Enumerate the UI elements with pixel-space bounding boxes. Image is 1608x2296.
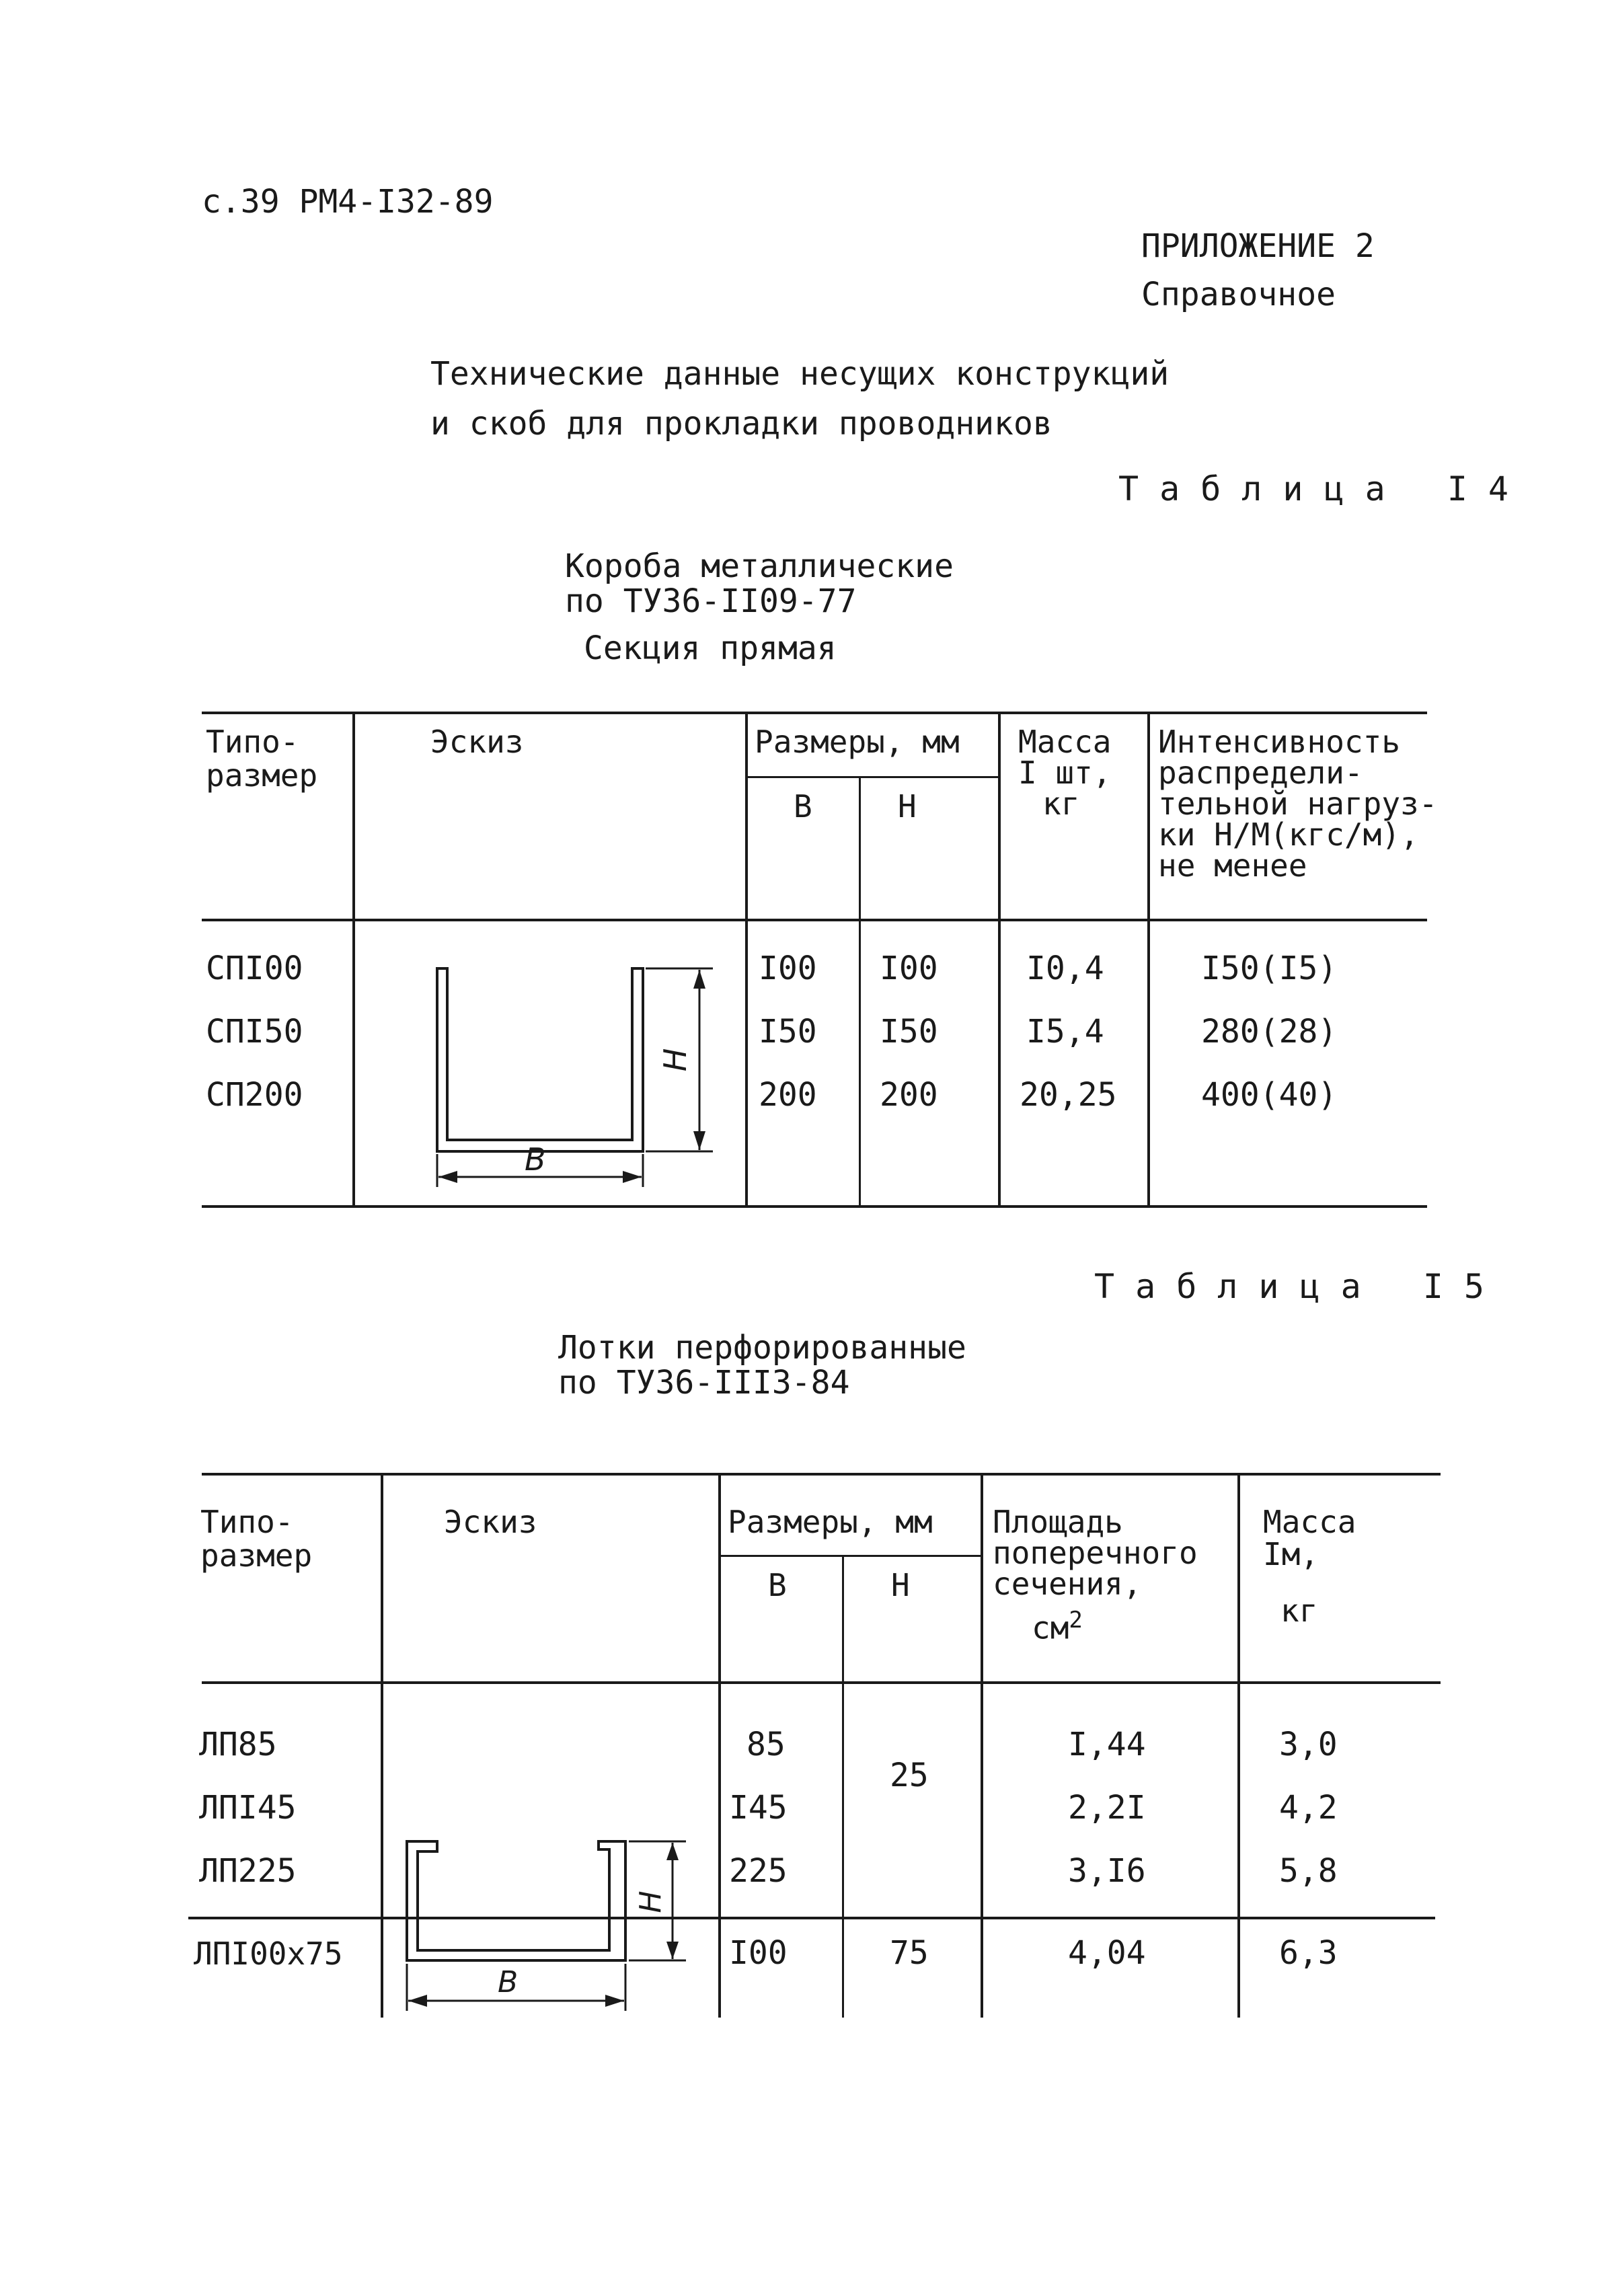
table14-header-rule xyxy=(202,919,1427,921)
table15-caption-line1: Лотки перфорированные xyxy=(558,1329,966,1367)
table15-header-b: В xyxy=(768,1567,787,1603)
table15-cell-h: 75 xyxy=(890,1934,929,1972)
table14-caption-line3: Секция прямая xyxy=(584,629,837,667)
h-dimension-label: H xyxy=(657,1048,693,1072)
table14-cell-b: I50 xyxy=(759,1013,817,1050)
table14-header-b: В xyxy=(794,788,812,825)
table14-cell-load: 400(40) xyxy=(1201,1076,1338,1114)
table15-cell-b: 225 xyxy=(729,1852,788,1890)
table14-header-load-line4: ки Н/М(кгс/м), xyxy=(1158,816,1419,853)
table14-cell-type: СПI00 xyxy=(206,950,303,987)
table15-header-type-line2: размер xyxy=(200,1537,313,1574)
table14-caption-line1: Короба металлические xyxy=(565,547,954,585)
table15-col-divider xyxy=(381,1473,383,2018)
arrowhead-icon xyxy=(666,1843,679,1860)
table14-header-mass-line3: кг xyxy=(1042,786,1080,822)
table15-header-sketch: Эскиз xyxy=(444,1504,537,1540)
arrowhead-icon xyxy=(693,1131,705,1150)
table15-cell-area: 3,I6 xyxy=(1068,1852,1146,1890)
table15-cell-mass: 6,3 xyxy=(1279,1934,1338,1972)
table15-header-type-line1: Типо- xyxy=(200,1504,294,1540)
arrowhead-icon xyxy=(605,1995,624,2007)
table14-header-h: Н xyxy=(898,788,917,825)
table14-col-divider xyxy=(745,712,748,1207)
table14-cell-load: I50(I5) xyxy=(1201,950,1338,987)
table15-col-divider xyxy=(1237,1473,1240,2018)
arrowhead-icon xyxy=(438,1171,457,1183)
table14-header-mass-line2: I шт, xyxy=(1018,755,1112,791)
table14-cell-b: 200 xyxy=(759,1076,817,1114)
table14-col-divider xyxy=(998,712,1001,1207)
table14-top-rule xyxy=(202,712,1427,714)
arrowhead-icon xyxy=(693,970,705,989)
table15-cell-mass: 3,0 xyxy=(1279,1726,1338,1763)
tray-profile-outline xyxy=(407,1841,625,1960)
table14-col-divider xyxy=(859,777,861,1207)
document-title-line2: и скоб для прокладки проводников xyxy=(430,405,1052,443)
table15-cell-b: 85 xyxy=(746,1726,786,1763)
b-dimension-label: B xyxy=(525,1141,546,1178)
table15-cell-type: ЛПI00х75 xyxy=(194,1936,343,1972)
table14-cell-h: I00 xyxy=(880,950,938,987)
table15-cell-type: ЛП85 xyxy=(199,1726,277,1763)
table15-header-area-line3: сечения, xyxy=(993,1566,1142,1602)
table14-col-divider xyxy=(1147,712,1150,1207)
table15-header-area-line1: Площадь xyxy=(993,1504,1123,1540)
table14-cell-mass: I5,4 xyxy=(1026,1013,1104,1050)
box-profile-outline xyxy=(437,968,643,1151)
table15-cell-h-group: 25 xyxy=(890,1757,929,1794)
table15-dims-subrule xyxy=(721,1555,983,1557)
table14-header-load-line3: тельной нагруз- xyxy=(1158,786,1438,822)
table14-header-dims: Размеры, мм xyxy=(755,724,960,760)
table14-cell-type: СПI50 xyxy=(206,1013,303,1050)
table14-header-load-line1: Интенсивность xyxy=(1158,724,1401,760)
table14-cell-h: 200 xyxy=(880,1076,938,1114)
tray-section-sketch xyxy=(397,1829,713,2024)
table14-cell-b: I00 xyxy=(759,950,817,987)
page-reference: с.39 РМ4-I32-89 xyxy=(202,183,494,221)
document-title-line1: Технические данные несущих конструкций xyxy=(430,355,1170,393)
table15-cell-area: 2,2I xyxy=(1068,1789,1146,1827)
table14-header-mass-line1: Масса xyxy=(1018,724,1112,760)
table14-cell-type: СП200 xyxy=(206,1076,303,1114)
table15-header-area-unit: $см^2$ xyxy=(1032,1607,1083,1646)
table14-cell-load: 280(28) xyxy=(1201,1013,1338,1050)
arrowhead-icon xyxy=(623,1171,642,1183)
appendix-type: Справочное xyxy=(1141,276,1336,313)
table14-bottom-rule xyxy=(202,1205,1427,1208)
table14-cell-mass: 20,25 xyxy=(1020,1076,1117,1114)
table15-header-dims: Размеры, мм xyxy=(728,1504,933,1540)
table15-group-rule xyxy=(188,1917,1435,1919)
table14-label: Таблица I4 xyxy=(1118,469,1530,508)
table15-cell-b: I00 xyxy=(729,1934,788,1972)
arrowhead-icon xyxy=(666,1942,679,1959)
table15-label: Таблица I5 xyxy=(1094,1267,1506,1306)
table14-cell-h: I50 xyxy=(880,1013,938,1050)
b-dimension-label: B xyxy=(498,1965,519,1999)
table15-cell-type: ЛП225 xyxy=(199,1852,297,1890)
table15-header-mass-line3: кг xyxy=(1280,1593,1318,1629)
table15-col-divider xyxy=(842,1556,844,2018)
appendix-label: ПРИЛОЖЕНИЕ 2 xyxy=(1141,227,1375,265)
table15-header-rule xyxy=(202,1681,1441,1684)
arrowhead-icon xyxy=(408,1995,427,2007)
table15-top-rule xyxy=(202,1473,1441,1476)
table14-header-sketch: Эскиз xyxy=(430,724,524,760)
table14-header-type-line1: Типо- xyxy=(206,724,299,760)
table15-caption-line2: по ТУ36-III3-84 xyxy=(558,1364,850,1402)
h-dimension-label: H xyxy=(634,1890,668,1913)
table14-caption-line2: по ТУ36-II09-77 xyxy=(565,582,857,620)
table15-cell-b: I45 xyxy=(729,1789,788,1827)
table14-cell-mass: I0,4 xyxy=(1026,950,1104,987)
table15-cell-type: ЛПI45 xyxy=(199,1789,297,1827)
table15-cell-mass: 4,2 xyxy=(1279,1789,1338,1827)
table15-col-divider xyxy=(718,1473,721,2018)
table15-header-h: Н xyxy=(891,1567,910,1603)
table15-header-mass-line2: Iм, xyxy=(1263,1536,1319,1572)
table14-col-divider xyxy=(352,712,355,1207)
table15-cell-mass: 5,8 xyxy=(1279,1852,1338,1890)
box-section-sketch xyxy=(417,955,726,1197)
table15-col-divider xyxy=(981,1473,983,2018)
table15-header-area-line2: поперечного xyxy=(993,1535,1198,1571)
area-unit-exponent: 2 xyxy=(1069,1607,1083,1634)
table14-header-load-line5: не менее xyxy=(1158,847,1307,884)
table15-cell-area: 4,04 xyxy=(1068,1934,1146,1972)
table14-dims-subrule xyxy=(748,776,999,778)
table14-header-type-line2: размер xyxy=(206,757,318,794)
table15-header-mass-line1: Масса xyxy=(1263,1504,1356,1540)
table14-header-load-line2: распредели- xyxy=(1158,755,1363,791)
table15-cell-area: I,44 xyxy=(1068,1726,1146,1763)
